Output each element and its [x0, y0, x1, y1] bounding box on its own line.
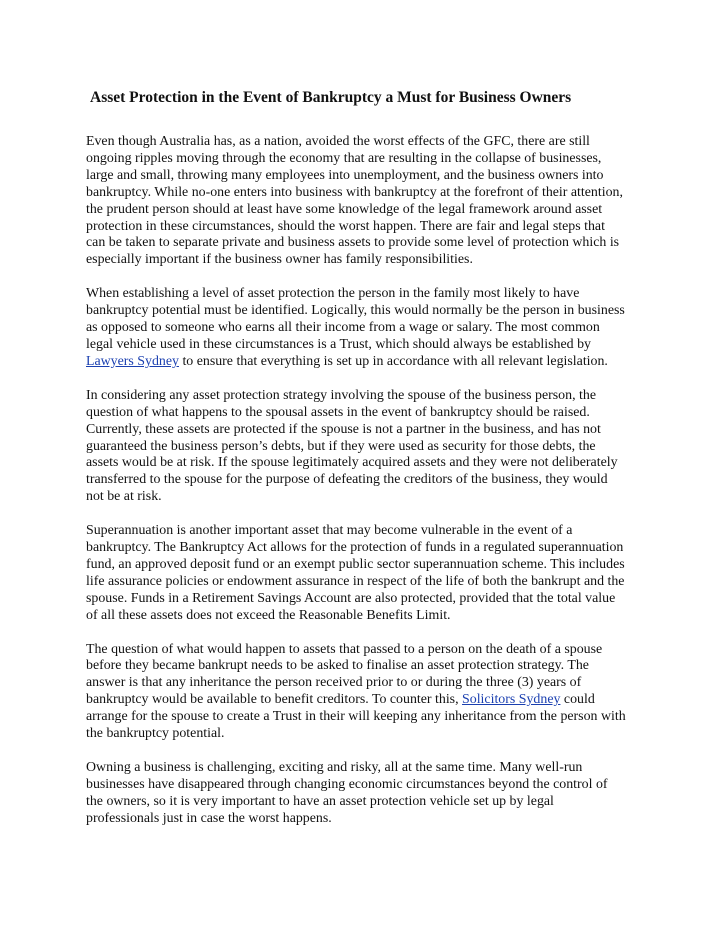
paragraph-line: Owning a business is challenging, exciting and risky, all at the same time. Many well-run [86, 760, 583, 775]
paragraph-line: answer is that any inheritance the person received prior to or during the three (3) years of [86, 675, 582, 691]
document-body [86, 88, 646, 845]
paragraph-line: can be taken to separate private and business assets to provide some level of protection which is [86, 235, 620, 251]
paragraph-line-with-link [86, 692, 646, 709]
paragraph-line: spouse. Funds in a Retirement Savings Account are also protected, provided that the total value [86, 590, 616, 606]
link-trailing-text: to ensure that everything is set up in accordance with all relevant legislation. [178, 353, 608, 369]
paragraph-line: bankruptcy. The Bankruptcy Act allows for the protection of funds in a regulated superannuation [86, 540, 624, 556]
document-title: Asset Protection in the Event of Bankruptcy a Must for Business Owners [90, 89, 572, 106]
paragraph-line: Superannuation is another important asset that may become vulnerable in the event of a [86, 523, 573, 539]
paragraph-line: question of what happens to the spousal assets in the event of bankruptcy should be raised. [86, 404, 590, 420]
paragraph-line: as opposed to someone who earns all their income from a wage or salary. The most common [86, 320, 600, 336]
paragraph-1 [86, 134, 646, 269]
paragraph-line: The question of what would happen to assets that passed to a person on the death of a spouse [86, 641, 603, 657]
paragraph-line: before they became bankrupt needs to be asked to finalise an asset protection strategy. The [86, 658, 589, 674]
link-leading-text: bankruptcy would be available to benefit creditors. To counter this, [86, 692, 463, 708]
paragraph-line: the bankruptcy potential. [86, 726, 225, 742]
paragraph-5 [86, 642, 646, 743]
paragraph-line: ongoing ripples moving through the economy that are resulting in the collapse of businesses, [86, 150, 602, 166]
paragraph-line: guaranteed the business person’s debts, but if they were used as security for those debts, the [86, 438, 596, 454]
paragraph-line: the prudent person should at least have some knowledge of the legal framework around asset [86, 201, 603, 217]
paragraph-line: especially important if the business owner has family responsibilities. [86, 252, 473, 268]
paragraph-line: Even though Australia has, as a nation, avoided the worst effects of the GFC, there are still [86, 134, 590, 149]
paragraph-line: In considering any asset protection strategy involving the spouse of the business person, the [86, 387, 596, 403]
solicitors-sydney-link[interactable]: Solicitors Sydney [462, 692, 561, 708]
paragraph-line: protection in these circumstances, should the worst happen. There are fair and legal steps that [86, 218, 605, 234]
paragraph-line: of all these assets does not exceed the Reasonable Benefits Limit. [86, 607, 451, 623]
paragraph-4 [86, 523, 646, 624]
link-trailing-text: could [560, 692, 595, 708]
paragraph-line: professionals just in case the worst happens. [86, 810, 332, 826]
paragraph-line: Currently, these assets are protected if the spouse is not a partner in the business, and has not [86, 421, 601, 437]
paragraph-3 [86, 388, 646, 506]
paragraph-line: assets would be at risk. If the spouse legitimately acquired assets and they were not deliberately [86, 455, 618, 471]
paragraph-2 [86, 286, 646, 371]
paragraph-line: life assurance policies or endowment assurance in respect of the life of both the bankrupt and the [86, 573, 625, 589]
paragraph-line: large and small, throwing many employees into unemployment, and the business owners into [86, 167, 604, 183]
paragraph-line-with-link [86, 354, 646, 371]
lawyers-sydney-link[interactable]: Lawyers Sydney [86, 353, 179, 369]
paragraph-line: not be at risk. [86, 489, 162, 505]
paragraph-line: businesses have disappeared through changing economic circumstances beyond the control of [86, 776, 608, 792]
paragraph-line: When establishing a level of asset protection the person in the family most likely to have [86, 286, 580, 302]
paragraph-line: bankruptcy. While no-one enters into business with bankruptcy at the forefront of their attention, [86, 184, 623, 200]
paragraph-line: arrange for the spouse to create a Trust in their will keeping any inheritance from the person with [86, 709, 626, 725]
paragraph-line: the owners, so it is very important to have an asset protection vehicle set up by legal [86, 793, 554, 809]
paragraph-line: fund, an approved deposit fund or an exempt public sector superannuation scheme. This includes [86, 556, 625, 572]
paragraph-line: bankruptcy potential must be identified. Logically, this would normally be the person in business [86, 303, 625, 319]
paragraph-line: transferred to the spouse for the purpose of defeating the creditors of the business, they would [86, 472, 608, 488]
paragraph-6 [86, 760, 646, 828]
paragraph-line: legal vehicle used in these circumstances is a Trust, which should always be established by [86, 336, 591, 352]
